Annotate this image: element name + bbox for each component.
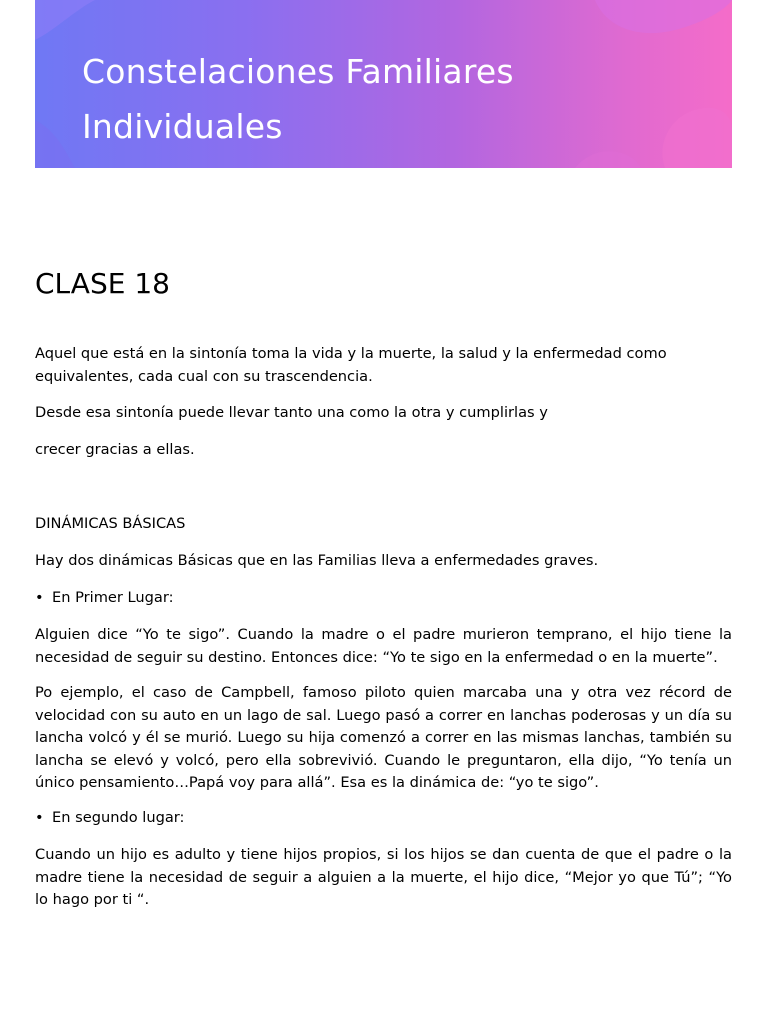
banner-title-line-2: Individuales: [82, 107, 283, 146]
paragraph-3: crecer gracias a ellas.: [35, 441, 195, 458]
paragraph-5: Alguien dice “Yo te sigo”. Cuando la madre o el padre murieron temprano, el hijo tiene la necesidad de seguir su destino. Entonces dice: “Yo te sigo en la enfermedad o en la muerte”.: [35, 626, 732, 666]
paragraph-1: Aquel que está en la sintonía toma la vida y la muerte, la salud y la enfermedad como equivalentes, cada cual con su trascendencia.: [35, 345, 667, 385]
section-heading: DINÁMICAS BÁSICAS: [35, 515, 186, 532]
lesson-title: CLASE 18: [35, 267, 170, 300]
bullet-item-1: [35, 587, 174, 610]
bullet-item-2-label: En segundo lugar:: [52, 809, 185, 826]
paragraph-2: Desde esa sintonía puede llevar tanto una como la otra y cumplirlas y: [35, 404, 548, 421]
paragraph-4: Hay dos dinámicas Básicas que en las Familias lleva a enfermedades graves.: [35, 552, 599, 569]
banner-title: [82, 44, 702, 154]
paragraph-7: Cuando un hijo es adulto y tiene hijos propios, si los hijos se dan cuenta de que el padre o la madre tiene la necesidad de seguir a alguien a la muerte, el hijo dice, “Mejor yo que Tú”; “Yo lo hago por ti “.: [35, 846, 732, 908]
header-banner: [35, 0, 732, 168]
banner-title-line-1: Constelaciones Familiares: [82, 52, 514, 91]
paragraph-6: Po ejemplo, el caso de Campbell, famoso piloto quien marcaba una y otra vez récord de velocidad con su auto en un lago de sal. Luego pasó a correr en lanchas poderosas y un día su lancha volcó y él se murió. Luego su hija comenzó a correr en las mismas lanchas, también su lancha se elevó y volcó, pero ella sobrevivió. Cuando le preguntaron, ella dijo, “Yo tenía un único pensamiento…Papá voy para allá”. Esa es la dinámica de: “yo te sigo”.: [35, 684, 732, 791]
bullet-item-1-label: En Primer Lugar:: [52, 589, 174, 606]
bullet-item-2: [35, 807, 184, 830]
bullet-icon: •: [35, 589, 44, 606]
bullet-icon: •: [35, 809, 44, 826]
